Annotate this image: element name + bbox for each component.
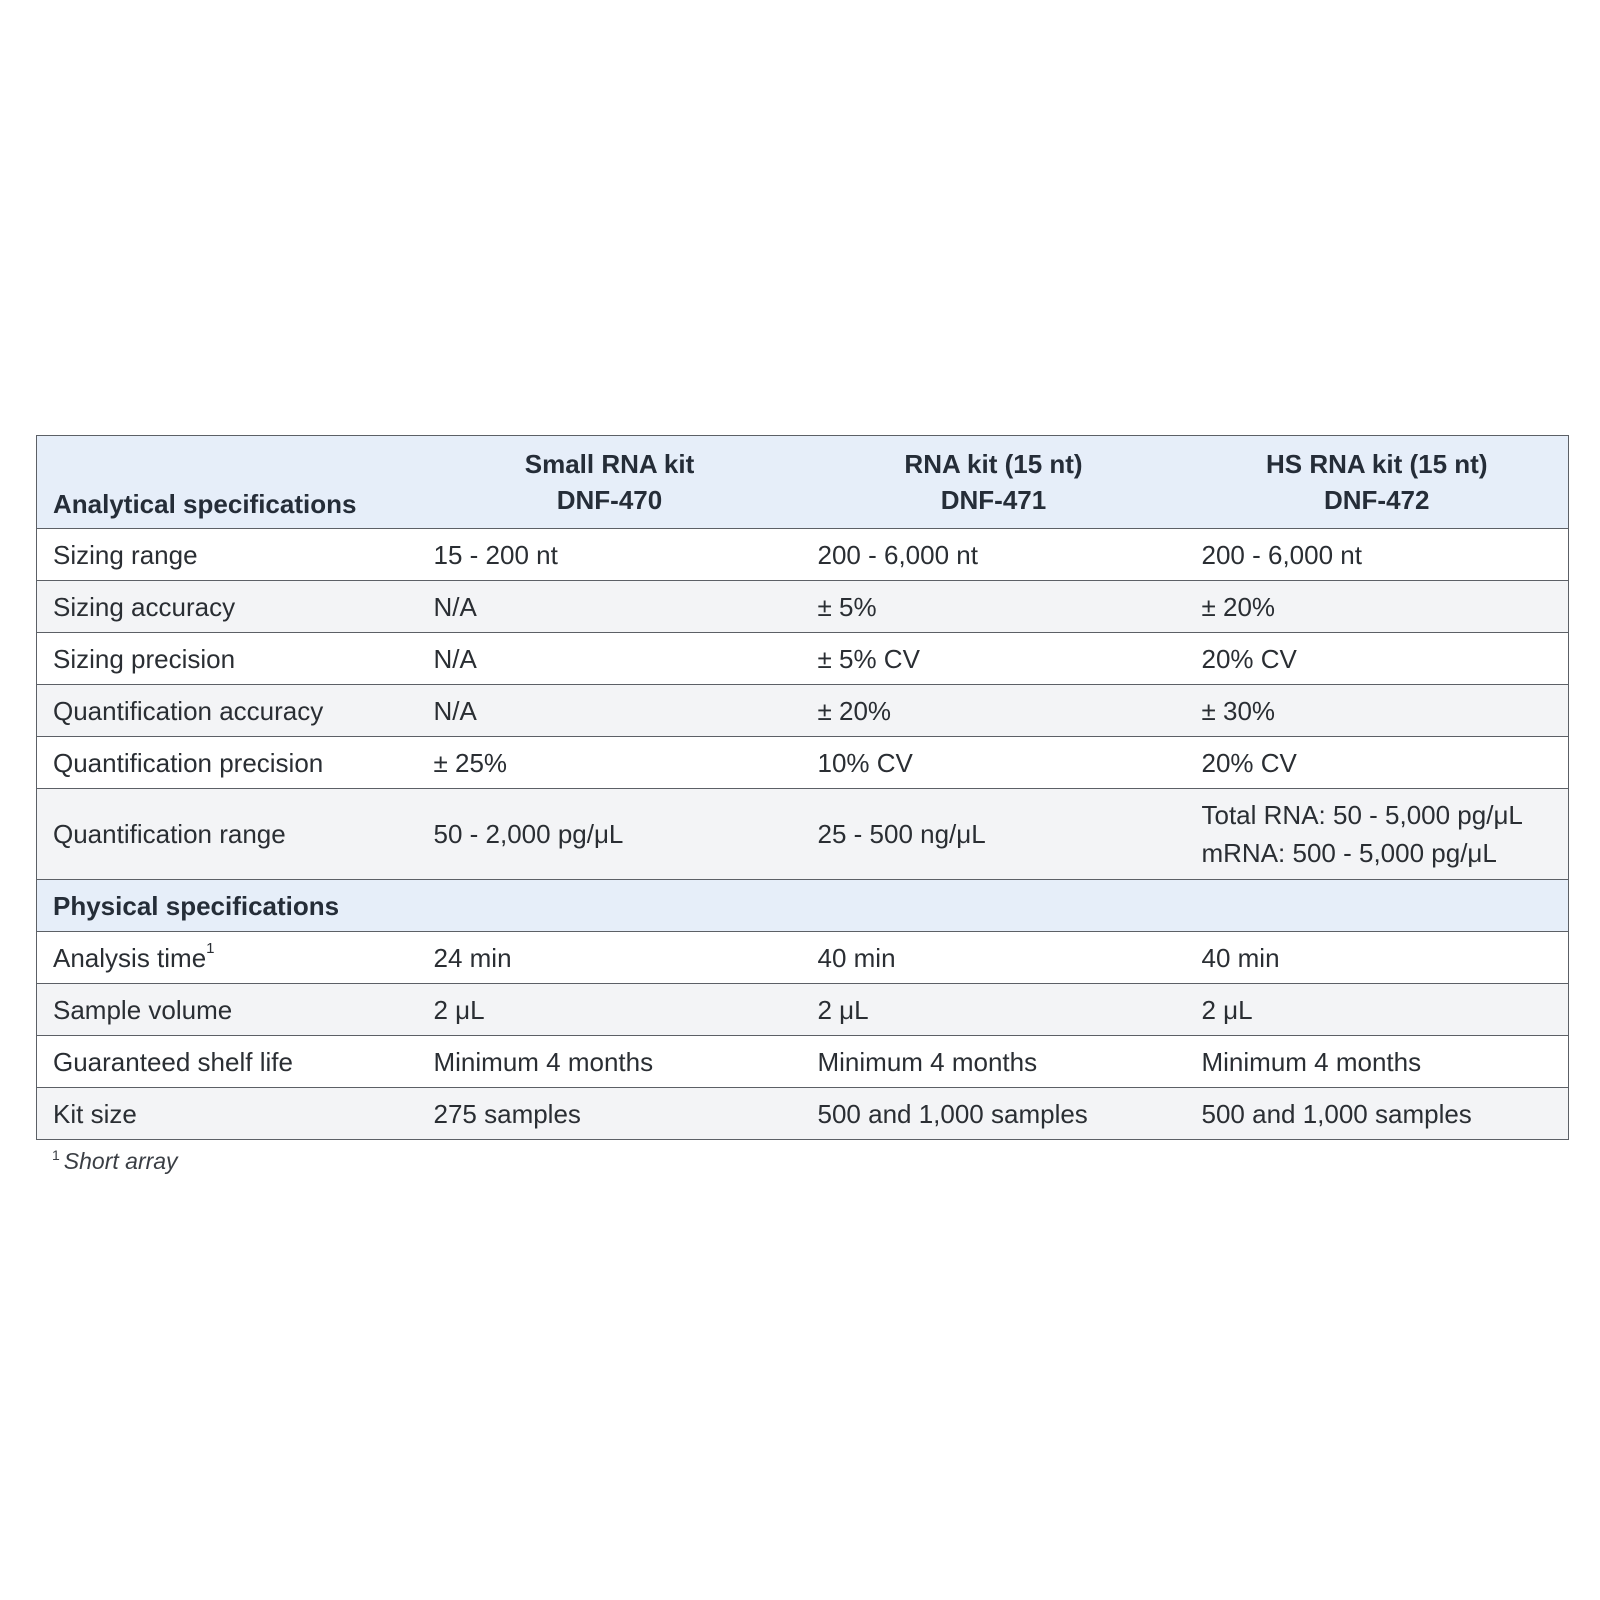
cell-small-rna: N/A	[418, 581, 802, 633]
kit-name: HS RNA kit (15 nt)	[1266, 449, 1488, 479]
table-row	[37, 633, 1569, 685]
cell-rna: 10% CV	[802, 737, 1186, 789]
cell-hs-rna	[1186, 789, 1569, 880]
kit-header-small-rna	[418, 436, 802, 529]
row-label: Sample volume	[37, 984, 418, 1036]
cell-small-rna: Minimum 4 months	[418, 1036, 802, 1088]
cell-hs-rna: 2 μL	[1186, 984, 1569, 1036]
cell-rna: 25 - 500 ng/μL	[802, 789, 1186, 880]
cell-hs-rna: 20% CV	[1186, 633, 1569, 685]
cell-rna: 40 min	[802, 932, 1186, 984]
cell-hs-rna: 200 - 6,000 nt	[1186, 529, 1569, 581]
row-label: Kit size	[37, 1088, 418, 1140]
cell-small-rna: 2 μL	[418, 984, 802, 1036]
cell-rna: 200 - 6,000 nt	[802, 529, 1186, 581]
kit-code: DNF-470	[556, 485, 663, 515]
cell-rna: Minimum 4 months	[802, 1036, 1186, 1088]
total-rna-range: Total RNA: 50 - 5,000 pg/μL	[1201, 800, 1523, 830]
cell-rna: ± 20%	[802, 685, 1186, 737]
footnote-mark: 1	[52, 1147, 60, 1164]
row-label: Quantification accuracy	[37, 685, 418, 737]
table-row	[37, 789, 1569, 880]
specifications-table	[36, 435, 1569, 1140]
physical-specifications-heading: Physical specifications	[37, 880, 1569, 932]
kit-code: DNF-471	[940, 485, 1047, 515]
table-row	[37, 581, 1569, 633]
row-label: Sizing precision	[37, 633, 418, 685]
cell-hs-rna: Minimum 4 months	[1186, 1036, 1569, 1088]
row-label	[37, 932, 418, 984]
kit-name: RNA kit (15 nt)	[904, 449, 1083, 479]
cell-rna: 2 μL	[802, 984, 1186, 1036]
kit-name: Small RNA kit	[524, 449, 695, 479]
cell-small-rna: 50 - 2,000 pg/μL	[418, 789, 802, 880]
row-label: Sizing range	[37, 529, 418, 581]
cell-small-rna: N/A	[418, 633, 802, 685]
mrna-range: mRNA: 500 - 5,000 pg/μL	[1201, 838, 1497, 868]
cell-hs-rna: 40 min	[1186, 932, 1569, 984]
analytical-specifications-heading: Analytical specifications	[37, 436, 418, 529]
footnote	[52, 1148, 178, 1175]
table-row	[37, 984, 1569, 1036]
row-label: Sizing accuracy	[37, 581, 418, 633]
cell-hs-rna: 20% CV	[1186, 737, 1569, 789]
table-row	[37, 737, 1569, 789]
table-row	[37, 1036, 1569, 1088]
footnote-marker: 1	[206, 939, 215, 957]
cell-rna: ± 5% CV	[802, 633, 1186, 685]
row-label: Quantification range	[37, 789, 418, 880]
cell-small-rna: 275 samples	[418, 1088, 802, 1140]
table-row	[37, 1088, 1569, 1140]
table-row	[37, 685, 1569, 737]
section-row-physical	[37, 880, 1569, 932]
cell-hs-rna: ± 30%	[1186, 685, 1569, 737]
cell-rna: 500 and 1,000 samples	[802, 1088, 1186, 1140]
kit-header-hs-rna-15nt	[1186, 436, 1569, 529]
cell-small-rna: ± 25%	[418, 737, 802, 789]
kit-header-rna-15nt	[802, 436, 1186, 529]
cell-hs-rna: ± 20%	[1186, 581, 1569, 633]
row-label: Quantification precision	[37, 737, 418, 789]
row-label: Guaranteed shelf life	[37, 1036, 418, 1088]
table-row	[37, 529, 1569, 581]
cell-small-rna: 15 - 200 nt	[418, 529, 802, 581]
footnote-text: Short array	[63, 1148, 178, 1174]
table-header-row	[37, 436, 1569, 529]
cell-rna: ± 5%	[802, 581, 1186, 633]
cell-hs-rna: 500 and 1,000 samples	[1186, 1088, 1569, 1140]
row-label-text: Analysis time	[53, 942, 207, 973]
kit-code: DNF-472	[1324, 485, 1430, 515]
cell-small-rna: 24 min	[418, 932, 802, 984]
table-row	[37, 932, 1569, 984]
cell-small-rna: N/A	[418, 685, 802, 737]
